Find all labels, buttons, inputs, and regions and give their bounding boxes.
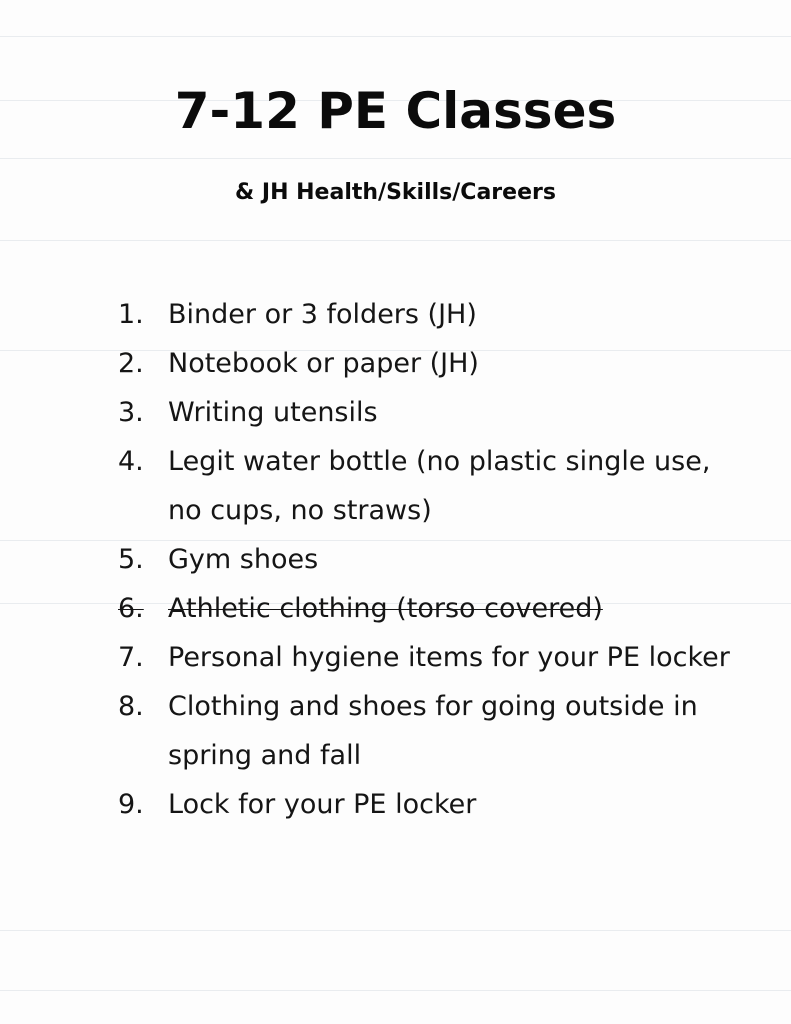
item-text: Athletic clothing (torso covered) <box>168 593 603 624</box>
item-number: 2. <box>118 348 144 379</box>
item-text: Writing utensils <box>168 397 378 428</box>
list-item <box>118 780 738 829</box>
list-item <box>118 535 738 584</box>
item-text: Personal hygiene items for your PE locker <box>168 642 730 673</box>
item-number: 7. <box>118 642 144 673</box>
list-item <box>118 682 738 780</box>
item-number: 5. <box>118 544 144 575</box>
item-number: 3. <box>118 397 144 428</box>
scan-line <box>0 990 791 991</box>
page-subtitle: & JH Health/Skills/Careers <box>235 180 556 205</box>
page-title: 7-12 PE Classes <box>174 82 617 140</box>
scan-line <box>0 158 791 159</box>
item-text: Clothing and shoes for going outside in spring and fall <box>168 691 698 771</box>
scan-line <box>0 930 791 931</box>
item-number: 8. <box>118 691 144 722</box>
supply-list <box>118 290 738 829</box>
item-text: Gym shoes <box>168 544 319 575</box>
scan-line <box>0 240 791 241</box>
item-number: 4. <box>118 446 144 477</box>
item-text: Notebook or paper (JH) <box>168 348 479 379</box>
item-text: Lock for your PE locker <box>168 789 477 820</box>
list-item <box>118 584 738 633</box>
item-text: Binder or 3 folders (JH) <box>168 299 477 330</box>
item-text: Legit water bottle (no plastic single use, no cups, no straws) <box>168 446 711 526</box>
item-number: 1. <box>118 299 144 330</box>
list-item <box>118 437 738 535</box>
item-number: 6. <box>118 593 144 624</box>
list-item <box>118 633 738 682</box>
list-item <box>118 339 738 388</box>
item-number: 9. <box>118 789 144 820</box>
list-item <box>118 290 738 339</box>
list-item <box>118 388 738 437</box>
scan-line <box>0 36 791 37</box>
